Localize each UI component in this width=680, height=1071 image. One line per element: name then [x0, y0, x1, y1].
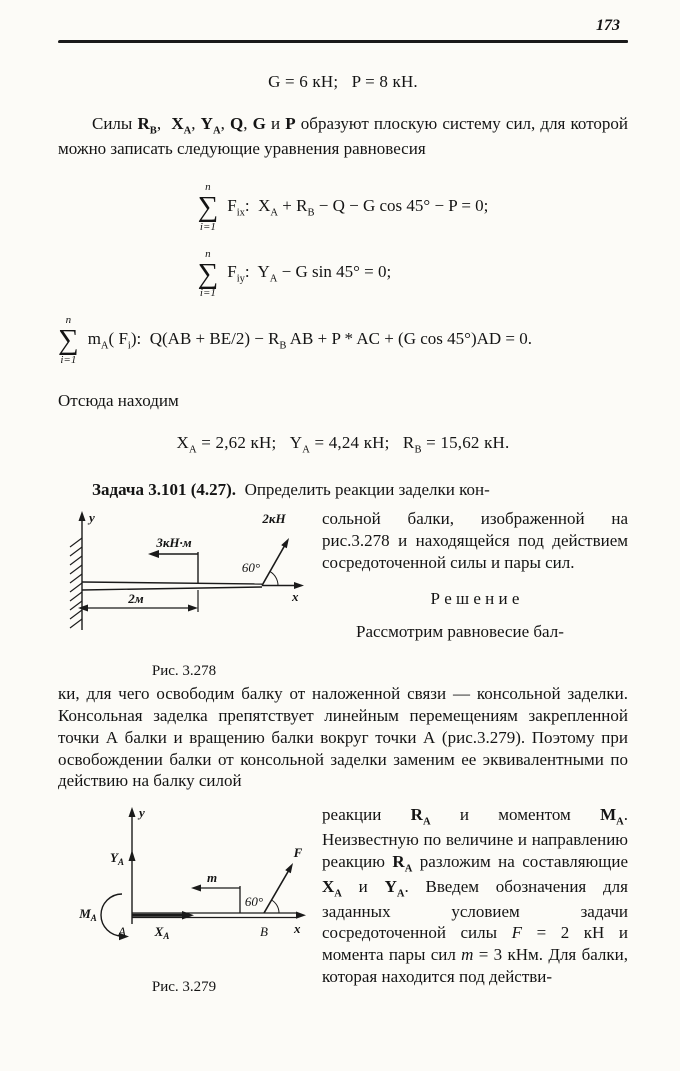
force-f-arrow	[245, 845, 303, 913]
x-axis	[262, 582, 304, 604]
intro-paragraph: Силы $R_B$, $X_A$, $Y_A$, Q, G и P образуют плоскую систему сил, для которой можно записать следующие уравнения равновесия	[58, 114, 629, 159]
x-axis-arrowhead	[294, 582, 304, 589]
sum-lower-limit: i=1	[199, 287, 216, 300]
x-axis-label: x	[292, 589, 299, 605]
figure-3278-caption: Рис. 3.278	[151, 663, 217, 680]
x-axis-arrowhead	[296, 912, 306, 919]
sigma-glyph: ∑	[58, 324, 79, 357]
sum-lower-limit: i=1	[60, 353, 77, 366]
xa-arrowhead	[182, 911, 194, 920]
m-label: m	[206, 870, 218, 886]
solution-paragraph-full: ки, для чего освободим балку от наложенной связи — консольной заделки. Консольная заделка препятствует линейным перемещениям закрепленной точки А балки и вращению балки вокруг точки А (рис.3.279). Поэтому при освобождении балки от консольной заделки заменим ее эквивалентными по действию на балку силой	[58, 684, 628, 791]
y-axis	[79, 510, 96, 630]
ma-label: $M_A$	[79, 906, 97, 924]
x-axis	[293, 912, 306, 937]
cantilever-beam-diagram	[58, 508, 310, 660]
sum-lower-limit: i=1	[199, 220, 216, 233]
solution-paragraph-start: Рассмотрим равновесие бал-	[356, 622, 564, 642]
summation-symbol	[58, 315, 79, 366]
force-arrowhead	[281, 538, 289, 548]
y-axis-arrowhead	[79, 511, 86, 521]
angle-arc	[272, 900, 280, 913]
f-label: F	[293, 845, 303, 861]
point-b-label: B	[260, 924, 268, 940]
sum-upper-limit: n	[205, 180, 211, 193]
f-arrowhead	[285, 863, 293, 873]
y-axis	[129, 805, 146, 924]
m-arrowhead	[191, 885, 201, 892]
moment-arrow	[148, 535, 198, 583]
ya-arrowhead	[129, 850, 136, 861]
equation-sum-fx	[198, 182, 489, 233]
equation-sum-moment	[58, 315, 628, 366]
angle-arc	[270, 572, 278, 586]
free-body-diagram	[58, 804, 310, 976]
figure-3279-caption: Рис. 3.279	[151, 979, 217, 996]
given-values: G = 6 кН; P = 8 кН.	[268, 72, 418, 92]
sigma-glyph: ∑	[197, 257, 219, 290]
point-a-label: A	[118, 924, 126, 940]
problem-heading: Задача 3.101 (4.27). Определить реакции заделки кон-	[92, 479, 490, 499]
force-arrow	[242, 511, 289, 586]
y-axis-arrowhead	[129, 807, 136, 817]
ya-label: $Y_A$	[110, 850, 124, 868]
problem-continuation: сольной балки, изображенной на рис.3.278 и находящейся под действием сосредоточенной силы и пары сил.	[322, 509, 628, 572]
solution-text-column	[322, 804, 628, 987]
solution-heading: Р е ш е н и е	[430, 588, 520, 608]
problem-text-column	[322, 508, 628, 643]
wall-hatching	[70, 538, 82, 628]
sum-upper-limit: n	[205, 247, 211, 260]
problem-figure-section	[58, 508, 628, 681]
y-axis-label: y	[139, 805, 145, 821]
sum-upper-limit: n	[65, 314, 72, 327]
results-line: $X_A = 2,62$ кН; $Y_A = 4,24$ кН; $R_B = 15,62$ кН.	[176, 432, 510, 456]
dimension-arrow	[78, 590, 198, 612]
figure-3278	[58, 508, 310, 681]
solution-figure-section	[58, 804, 628, 997]
equilibrium-equations	[198, 182, 489, 299]
equation-moment-body: $m_A$( $F_i$): $Q(AB + BE/2) - R_B$ AB + P * AC + (G cos 45°)AD = 0.	[87, 329, 532, 352]
equation-fy-body: $F_{iy}$: $Y_A - G$ sin 45° = 0;	[227, 262, 392, 285]
length-label: 2м	[128, 591, 144, 607]
x-axis-label: x	[294, 921, 301, 937]
header-rule	[58, 40, 628, 43]
reaction-xa-arrow	[132, 911, 194, 941]
y-axis-label: y	[89, 510, 95, 526]
xa-label: $X_A$	[154, 924, 170, 942]
moment-arrowhead	[148, 550, 159, 558]
equation-sum-fy	[198, 249, 489, 300]
figure-3279	[58, 804, 310, 997]
moment-label: 3кН·м	[156, 535, 192, 551]
moment-m-arrow	[191, 870, 240, 913]
page-number: 173	[596, 17, 620, 34]
summation-symbol	[198, 182, 219, 233]
equation-fx-body: $F_{ix}$: $X_A + R_B - Q - G$ cos 45° − P = 0;	[227, 195, 489, 219]
force-label: 2кН	[262, 511, 286, 527]
angle-label: 60°	[244, 894, 264, 910]
summation-symbol	[198, 249, 219, 300]
sigma-glyph: ∑	[197, 190, 219, 223]
solution-paragraph-2: реакции $R_A$ и моментом $M_A$. Неизвестную по величине и направлению реакцию $R_A$ разложим на составляющие $X_A$ и $Y_A$. Введем обозначения для заданных условием задачи сосредоточенной силы F = 2 кН и момента пары сил m = 3 кНм. Для балки, которая находится под действи-	[322, 805, 628, 986]
angle-label: 60°	[241, 560, 261, 576]
beam	[82, 582, 262, 590]
hence-text: Отсюда находим	[58, 390, 179, 410]
